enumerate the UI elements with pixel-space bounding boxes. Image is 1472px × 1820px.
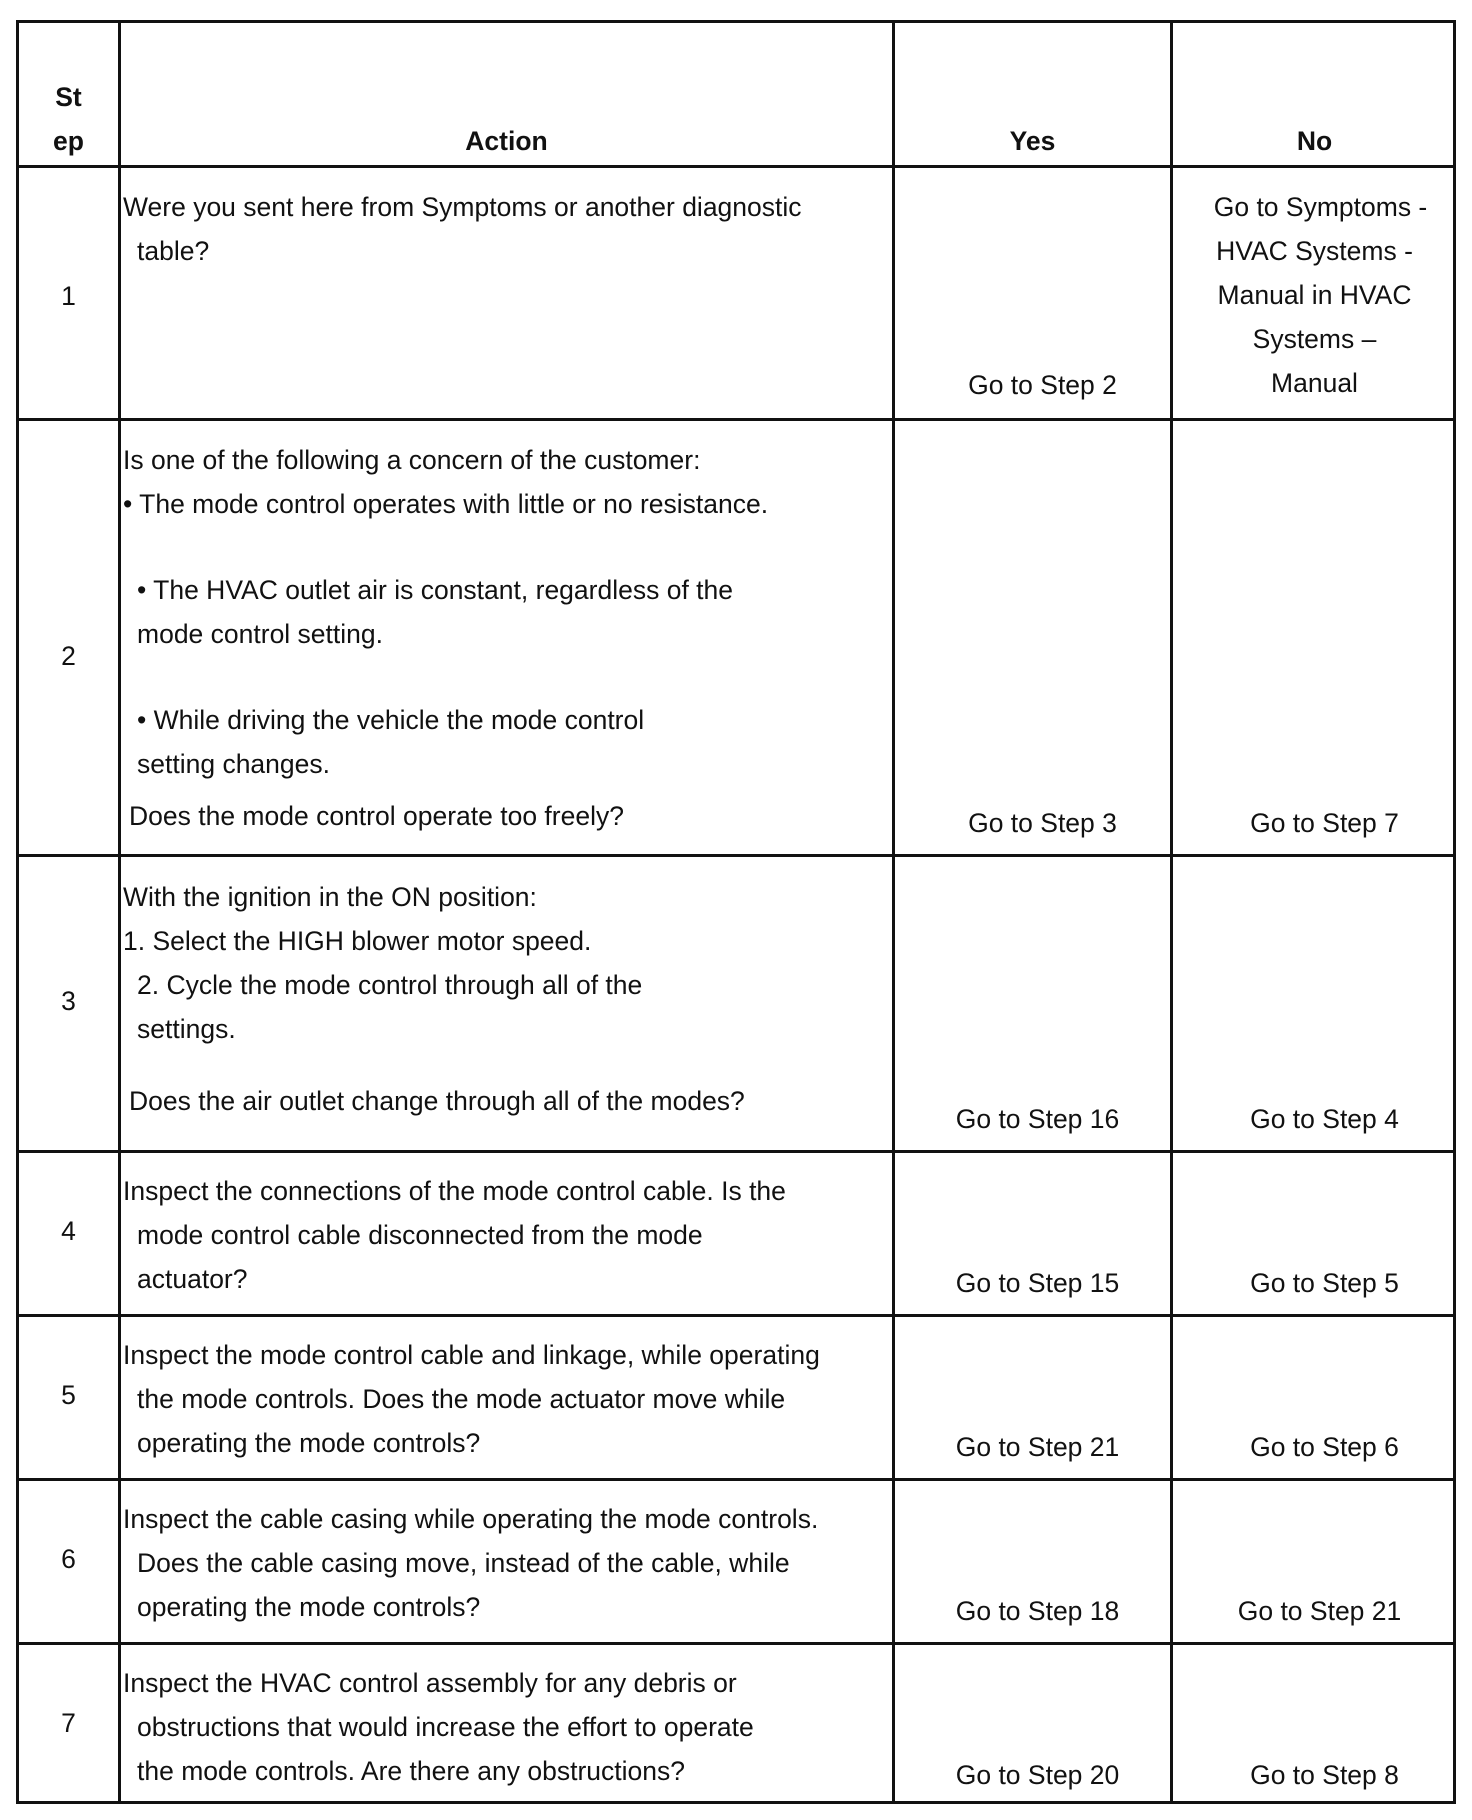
header-step-line2: ep xyxy=(53,126,84,156)
no-result-line: HVAC Systems - xyxy=(1216,236,1413,266)
yes-result: Go to Step 21 xyxy=(955,1432,1120,1462)
no-result xyxy=(1173,185,1456,405)
row-divider xyxy=(19,1478,1453,1481)
action-text xyxy=(123,185,802,273)
no-result: Go to Step 4 xyxy=(1250,1104,1399,1134)
action-text xyxy=(123,1333,820,1465)
action-line: operating the mode controls? xyxy=(137,1428,481,1458)
action-text xyxy=(123,875,745,1123)
action-line: Inspect the HVAC control assembly for any debris or xyxy=(123,1668,737,1698)
action-line: operating the mode controls? xyxy=(137,1592,481,1622)
step-number: 3 xyxy=(61,986,76,1016)
step-number: 4 xyxy=(61,1216,76,1246)
no-result-line: Go to Symptoms - xyxy=(1213,192,1428,222)
row-divider xyxy=(19,418,1453,421)
action-line: the mode controls. Does the mode actuator move while xyxy=(137,1384,786,1414)
action-text xyxy=(123,1661,754,1793)
action-line: actuator? xyxy=(137,1264,248,1294)
no-result: Go to Step 7 xyxy=(1250,808,1399,838)
step-number: 6 xyxy=(61,1544,76,1574)
row-divider xyxy=(19,1150,1453,1153)
action-line bullet-item: • The mode control operates with little or no resistance. xyxy=(123,489,769,519)
header-step-line1: St xyxy=(55,82,82,112)
step-number: 1 xyxy=(61,281,76,311)
no-result-line: Manual xyxy=(1271,368,1358,398)
step-number: 7 xyxy=(61,1708,76,1738)
header-no: No xyxy=(1296,126,1333,156)
action-text xyxy=(123,1169,786,1301)
row-divider xyxy=(19,165,1453,168)
action-line: settings. xyxy=(137,1014,236,1044)
header-step xyxy=(19,75,118,163)
action-line: With the ignition in the ON position: xyxy=(123,882,537,912)
yes-result: Go to Step 18 xyxy=(955,1596,1120,1626)
action-line: Inspect the mode control cable and linkage, while operating xyxy=(123,1340,820,1370)
action-line: Inspect the cable casing while operating the mode controls. xyxy=(123,1504,819,1534)
action-line: Inspect the connections of the mode control cable. Is the xyxy=(123,1176,786,1206)
row-divider xyxy=(19,854,1453,857)
action-text xyxy=(123,438,768,838)
action-line bullet-item: • The HVAC outlet air is constant, regardless of the xyxy=(137,575,734,605)
yes-result: Go to Step 3 xyxy=(968,808,1117,838)
yes-result: Go to Step 20 xyxy=(955,1760,1120,1790)
action-line: Is one of the following a concern of the customer: xyxy=(123,445,701,475)
no-result-line: Systems – xyxy=(1252,324,1377,354)
action-line: Were you sent here from Symptoms or another diagnostic xyxy=(123,192,802,222)
action-text xyxy=(123,1497,818,1629)
yes-result: Go to Step 15 xyxy=(955,1268,1120,1298)
action-line: Does the cable casing move, instead of the cable, while xyxy=(137,1548,790,1578)
row-divider xyxy=(19,1642,1453,1645)
step-number: 2 xyxy=(61,641,76,671)
action-line: obstructions that would increase the effort to operate xyxy=(137,1712,754,1742)
header-action: Action xyxy=(465,126,548,156)
action-line: mode control setting. xyxy=(137,619,383,649)
header-yes: Yes xyxy=(1009,126,1056,156)
diagnostic-table xyxy=(16,20,1456,1804)
no-result-line: Manual in HVAC xyxy=(1217,280,1412,310)
action-line question: Does the air outlet change through all of the modes? xyxy=(129,1086,745,1116)
column-divider xyxy=(118,23,121,1801)
yes-result: Go to Step 2 xyxy=(968,370,1117,400)
action-line bullet-item: • While driving the vehicle the mode control xyxy=(137,705,645,735)
no-result: Go to Step 6 xyxy=(1250,1432,1399,1462)
row-divider xyxy=(19,1314,1453,1317)
step-number: 5 xyxy=(61,1380,76,1410)
no-result: Go to Step 21 xyxy=(1237,1596,1402,1626)
action-line numbered-item: 2. Cycle the mode control through all of the xyxy=(137,970,643,1000)
column-divider xyxy=(892,23,895,1801)
yes-result: Go to Step 16 xyxy=(955,1104,1120,1134)
action-line question: Does the mode control operate too freely? xyxy=(129,801,624,831)
action-line numbered-item: 1. Select the HIGH blower motor speed. xyxy=(123,926,592,956)
no-result: Go to Step 8 xyxy=(1250,1760,1399,1790)
action-line: the mode controls. Are there any obstructions? xyxy=(137,1756,685,1786)
no-result: Go to Step 5 xyxy=(1250,1268,1399,1298)
action-line: table? xyxy=(137,236,210,266)
action-line: mode control cable disconnected from the mode xyxy=(137,1220,703,1250)
action-line: setting changes. xyxy=(137,749,330,779)
